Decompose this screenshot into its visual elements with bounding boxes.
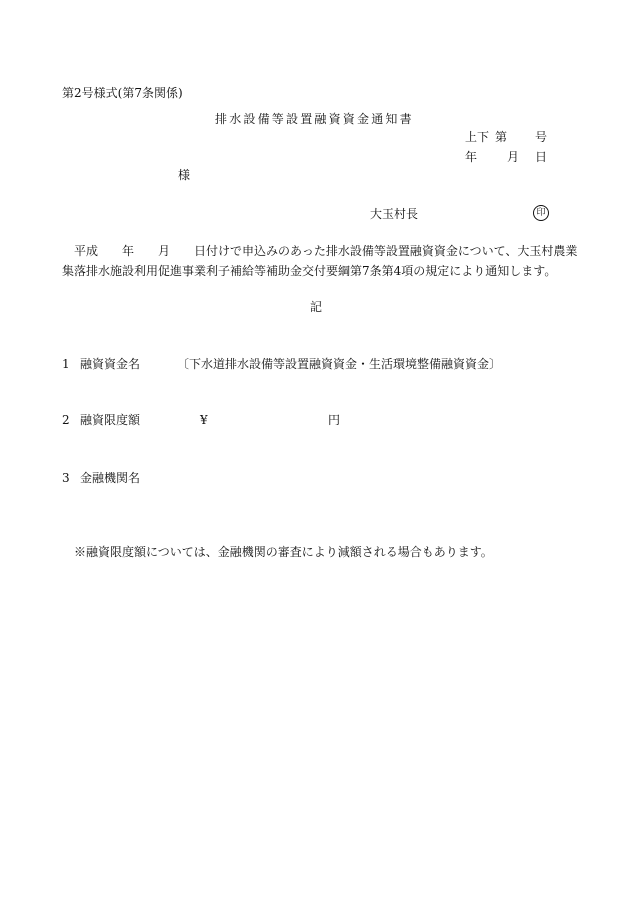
form-number: 第2号様式(第7条関係) — [62, 86, 183, 100]
seal-mark: 印 — [533, 205, 549, 221]
item-label: 融資資金名 — [80, 357, 141, 371]
item-loan-limit — [62, 413, 140, 427]
issue-date — [465, 150, 547, 164]
date-year: 年 — [465, 150, 478, 164]
yen-sign: ¥ — [200, 413, 208, 427]
item-loan-name — [62, 357, 140, 371]
date-day: 日 — [535, 150, 548, 164]
date-month: 月 — [507, 150, 520, 164]
document-title: 排水設備等設置融資資金通知書 — [215, 112, 414, 126]
item-label: 融資限度額 — [80, 413, 141, 427]
issue-go: 号 — [535, 130, 548, 144]
issue-number — [465, 130, 547, 144]
issue-dai: 第 — [495, 130, 508, 144]
item-number: 3 — [62, 471, 70, 485]
loan-name-value: 〔下水道排水設備等設置融資資金・生活環境整備融資資金〕 — [177, 357, 502, 371]
item-bank-name — [62, 471, 140, 485]
item-number: 1 — [62, 357, 70, 371]
issuer-name: 大玉村長 — [370, 207, 419, 221]
item-number: 2 — [62, 413, 70, 427]
issue-prefix: 上下 — [465, 130, 490, 144]
footnote: ※融資限度額については、金融機関の審査により減額される場合もあります。 — [74, 545, 493, 559]
item-label: 金融機関名 — [80, 471, 141, 485]
ki-heading: 記 — [310, 300, 323, 314]
body-paragraph: 平成 年 月 日付けで申込みのあった排水設備等設置融資資金について、大玉村農業集落排水施設利用促進事業利子補給等補助金交付要綱第7条第4項の規定により通知します。 — [62, 244, 578, 278]
yen-unit: 円 — [328, 413, 341, 427]
recipient-suffix: 様 — [178, 168, 191, 182]
